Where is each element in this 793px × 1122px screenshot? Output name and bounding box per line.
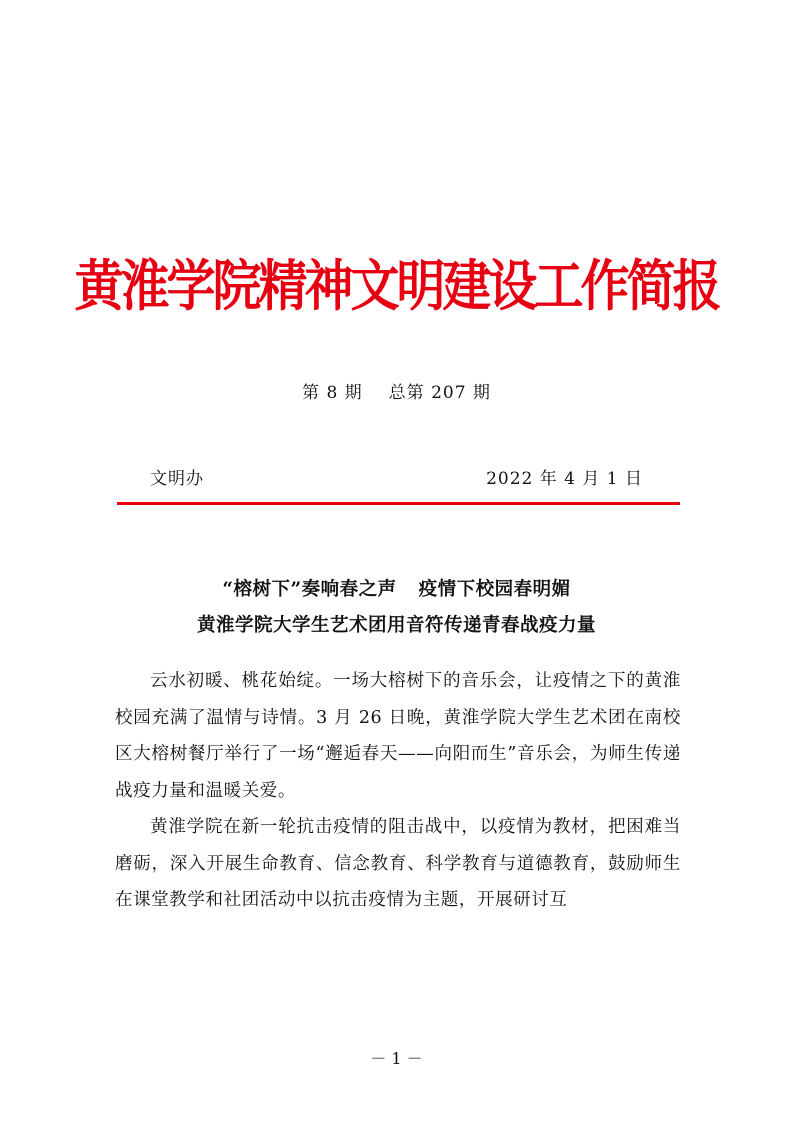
paragraph: 黄淮学院在新一轮抗击疫情的阻击战中，以疫情为教材，把困难当磨砺，深入开展生命教育、信念教育、科学教育与道德教育，鼓励师生在课堂教学和社团活动中以抗击疫情为主题，开展研讨互	[115, 817, 681, 910]
article-title-part1: “榕树下”奏响春之声	[222, 579, 397, 600]
issuing-office: 文明办	[150, 469, 204, 489]
article-title-line1	[0, 575, 793, 601]
article-title-line2: 黄淮学院大学生艺术团用音符传递青春战疫力量	[196, 615, 596, 636]
paragraph: 云水初暖、桃花始绽。一场大榕树下的音乐会，让疫情之下的黄淮校园充满了温情与诗情。3 月 26 日晚，黄淮学院大学生艺术团在南校区大榕树餐厅举行了一场“邂逅春天——向阳而生”音乐会，为师生传递战疫力量和温暖关爱。	[115, 671, 681, 801]
issue-line	[0, 378, 793, 403]
issue-total: 总第 207 期	[388, 383, 491, 403]
issue-date: 2022 年 4 月 1 日	[486, 469, 643, 489]
issue-number: 第 8 期	[302, 383, 363, 403]
article-title-part2: 疫情下校园春明媚	[418, 579, 571, 600]
page-number: － 1 －	[370, 1049, 423, 1068]
masthead-title: 黄淮学院精神文明建设工作简报	[74, 253, 719, 319]
red-divider	[117, 502, 680, 505]
article-body	[115, 663, 681, 919]
